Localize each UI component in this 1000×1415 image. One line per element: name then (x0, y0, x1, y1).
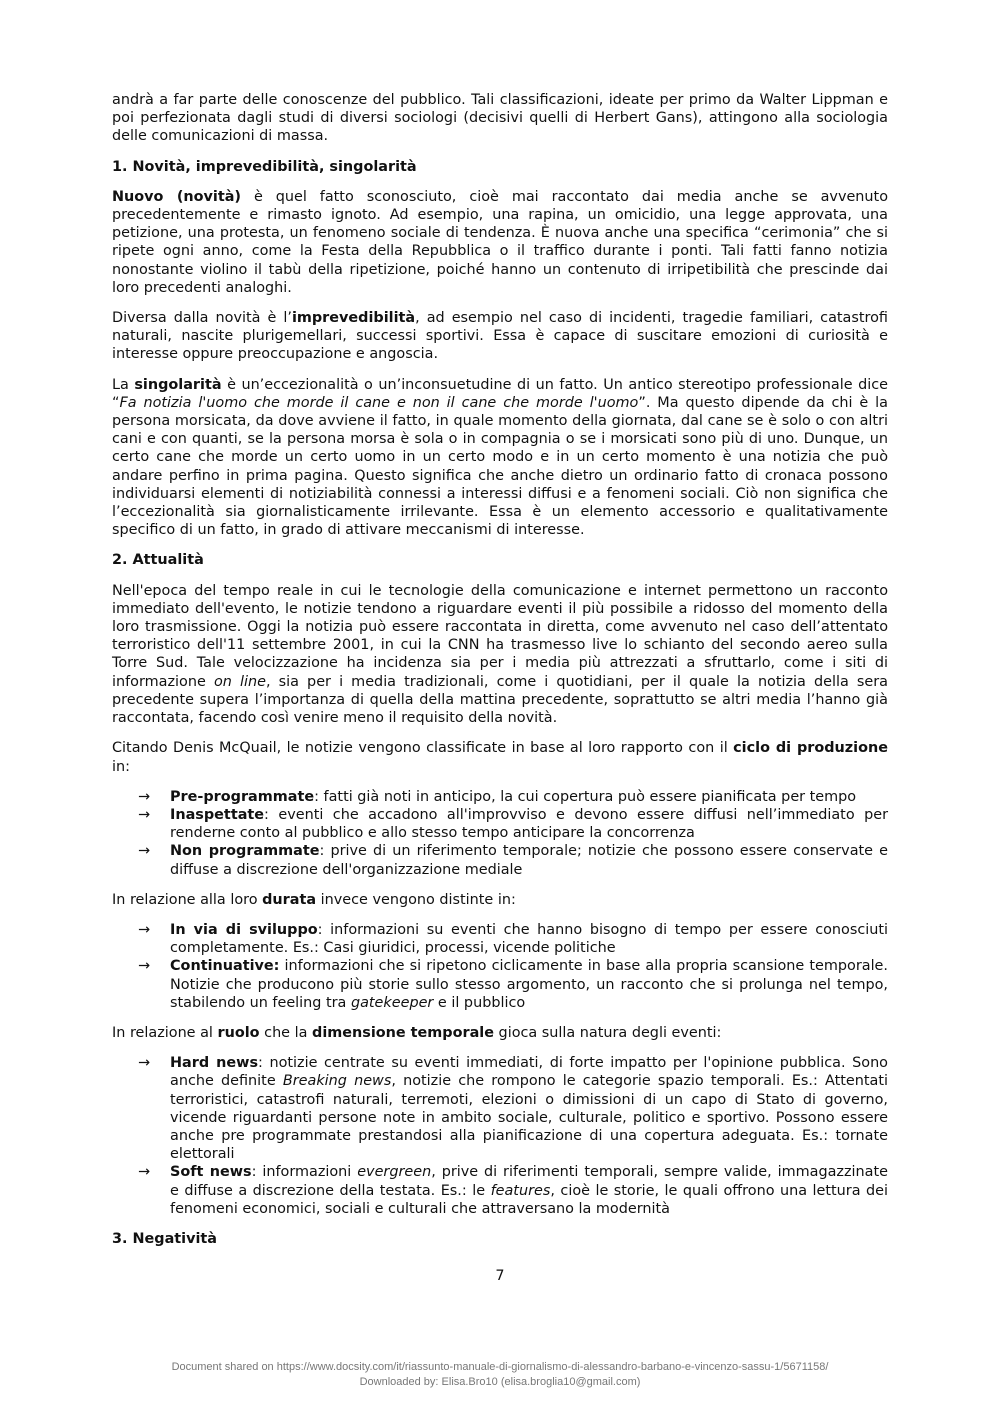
document-body (112, 91, 888, 1260)
section-heading: 2. Attualità (112, 552, 204, 569)
text-run: Diversa dalla novità è l’ (112, 310, 292, 327)
bold-text: durata (262, 891, 317, 908)
text-run: e il pubblico (433, 994, 526, 1011)
bullet-list (112, 1054, 888, 1218)
text-run: informazioni che si ripetono ciclicamente in base alla propria scansione temporale. Notizie che producono più storie sullo stesso argomento, un racconto che si prolunga nel tempo, stabilendo un feeling tra (170, 958, 888, 1011)
text-run: invece vengono distinte in: (316, 891, 516, 908)
italic-text: Fa notizia l'uomo che morde il cane e non il cane che morde l'uomo (119, 394, 639, 411)
bold-text: Inaspettate (170, 806, 265, 823)
italic-text: gatekeeper (350, 994, 434, 1011)
bold-text: dimensione temporale (312, 1024, 494, 1041)
paragraph (112, 891, 888, 909)
text-run: In relazione alla loro (112, 891, 263, 908)
text-run: : eventi che accadono all'improvviso e devono essere diffusi nell’immediato per renderne conto al pubblico e allo stesso tempo anticipare la concorrenza (170, 806, 888, 842)
bullet-list (112, 921, 888, 1012)
bold-text: In via di sviluppo (170, 921, 318, 938)
bold-text: ciclo di produzione (733, 740, 888, 757)
text-run: in: (112, 758, 130, 775)
list-item (112, 921, 888, 957)
text-run: ”. Ma questo dipende da chi è la persona morsicata, da dove avviene il fatto, in quale momento della giornata, dal cane se è solo o con altri cani e con quanti, se la persona morsa è sola o in compagnia o se i morsicati sono più di uno. Dunque, un certo cane che morde un certo uomo in un certo modo e in un certo momento è una notizia che può andare perfino in prima pagina. Questo significa che anche dietro un ordinario fatto di cronaca possono individuarsi elementi di notiziabilità connessi a interessi diffusi e a fenomeni sociali. Ciò non significa che l’eccezionalità sia giornalisticamente irrilevante. Essa è un elemento accessorio e qualitativamente specifico di un fatto, in grado di attivare meccanismi di interesse. (112, 394, 888, 539)
section-heading: 1. Novità, imprevedibilità, singolarità (112, 158, 417, 175)
text-run: : prive di un riferimento temporale; notizie che possono essere conservate e diffuse a discrezione dell'organizzazione mediale (170, 843, 888, 878)
italic-text: on line (213, 673, 266, 690)
italic-text: features (490, 1182, 551, 1199)
footer-downloaded-by: Downloaded by: Elisa.Bro10 (elisa.broglia10@gmail.com) (359, 1376, 641, 1388)
section-heading: 3. Negatività (112, 1230, 218, 1247)
bold-text: Hard news (170, 1055, 259, 1072)
text-run: In relazione al (112, 1024, 218, 1041)
paragraph (112, 188, 888, 297)
text-run: è un’eccezionalità o un’inconsuetudine di un fatto. Un antico stereotipo professionale dice “ (112, 376, 888, 411)
text-run: Citando Denis McQuail, le notizie vengono classificate in base al loro rapporto con il (112, 740, 734, 757)
arrow-right-icon: → (138, 1164, 151, 1181)
list-item (112, 957, 888, 1012)
bullet-list (112, 788, 888, 879)
text-run: Nell'epoca del tempo reale in cui le tecnologie della comunicazione e internet permettono un racconto immediato dell'evento, le notizie tendono a riguardare eventi il più possibile a ridosso del momento della loro trasmissione. Oggi la notizia può essere raccontata in diretta, come avvenuto nel caso dell’attentato terroristico dell'11 settembre 2001, in cui la CNN ha trasmesso live lo schianto del secondo aereo sulla Torre Sud. Tale velocizzazione ha incidenza sia per i media più attrezzati a sfruttarlo, come i siti di informazione (112, 582, 888, 690)
paragraph (112, 91, 888, 146)
list-item (112, 1163, 888, 1218)
text-run: , cioè le storie, le quali offrono una lettura dei fenomeni economici, sociali e culturali che attraversano la modernità (170, 1182, 888, 1217)
list-item (112, 806, 888, 842)
arrow-right-icon: → (138, 921, 151, 938)
italic-text: evergreen (357, 1164, 432, 1181)
list-item (112, 788, 888, 806)
footer-shared-link[interactable]: Document shared on https://www.docsity.com/it/riassunto-manuale-di-giornalismo-di-alessandro-barbano-e-vincenzo-sassu-1/5671158/ (171, 1361, 829, 1373)
text-run: , sia per i media tradizionali, come i quotidiani, per il quale la notizia della sera precedente supera l’importanza di quella della mattina precedente, soprattutto se altri media l’hanno già raccontata, facendo così venire meno il requisito della novità. (112, 673, 888, 727)
paragraph (112, 739, 888, 775)
list-item (112, 842, 888, 878)
text-run: : informazioni (251, 1164, 358, 1181)
list-item (112, 1054, 888, 1163)
page-footer (0, 1360, 1000, 1390)
text-run: andrà a far parte delle conoscenze del pubblico. Tali classificazioni, ideate per primo da Walter Lippman e poi perfezionata dagli studi di diversi sociologi (decisivi quelli di Herbert Gans), attingono alla sociologia delle comunicazioni di massa. (112, 92, 888, 145)
text-run: , notizie che rompono le categorie spazio temporali. Es.: Attentati terroristici, catastrofi naturali, terremoti, elezioni o dimissioni di un capo di Stato di governo, vicende riguardanti persone note in ambito sociale, culturale, politico e sportivo. Possono essere anche pre programmate prestandosi alla pianificazione di una copertura adeguata. Es.: tornate elettorali (170, 1073, 888, 1163)
text-run: : fatti già noti in anticipo, la cui copertura può essere pianificata per tempo (314, 788, 857, 805)
arrow-right-icon: → (138, 843, 151, 860)
text-run: che la (259, 1024, 313, 1041)
text-run: La (112, 376, 135, 393)
italic-text: Breaking news (282, 1073, 392, 1090)
bold-text: Nuovo (novità) (112, 188, 242, 205)
bold-text: Continuative: (170, 958, 280, 975)
arrow-right-icon: → (138, 806, 151, 823)
page-number: 7 (495, 1268, 505, 1284)
paragraph (112, 376, 888, 540)
text-run: , prive di riferimenti temporali, sempre valide, immagazzinate e diffuse a discrezione della testata. Es.: le (170, 1164, 888, 1199)
text-run: gioca sulla natura degli eventi: (493, 1024, 722, 1041)
bold-text: Non programmate (170, 843, 320, 860)
bold-text: Pre-programmate (170, 788, 315, 805)
bold-text: Soft news (170, 1164, 252, 1181)
arrow-right-icon: → (138, 1055, 151, 1072)
paragraph (112, 582, 888, 728)
text-run: , ad esempio nel caso di incidenti, tragedie familiari, catastrofi naturali, nascite plurigemellari, successi sportivi. Essa è capace di suscitare emozioni di curiosità e interesse oppure preoccupazione e angoscia. (112, 310, 888, 363)
text-run: è quel fatto sconosciuto, cioè mai raccontato dai media anche se avvenuto precedentemente e rimasto ignoto. Ad esempio, una rapina, un omicidio, una legge approvata, una petizione, una protesta, un fenomeno sociale di tendenza. È nuova anche una specifica “cerimonia” che si ripete ogni anno, come la Festa della Repubblica o il traffico durante i ponti. Tali fatti fanno notizia nonostante violino il tabù della ripetizione, poiché hanno un contenuto di irripetibilità che prescinde dai loro precedenti analoghi. (112, 188, 888, 296)
arrow-right-icon: → (138, 958, 151, 975)
text-run: : notizie centrate su eventi immediati, di forte impatto per l'opinione pubblica. Sono anche definite (170, 1055, 888, 1090)
arrow-right-icon: → (138, 788, 151, 805)
text-run: : informazioni su eventi che hanno bisogno di tempo per essere conosciuti completamente. Es.: Casi giuridici, processi, vicende politiche (170, 921, 888, 957)
bold-text: singolarità (134, 376, 222, 393)
bold-text: imprevedibilità (291, 310, 416, 327)
bold-text: ruolo (217, 1024, 260, 1041)
paragraph (112, 309, 888, 364)
paragraph (112, 1024, 888, 1042)
